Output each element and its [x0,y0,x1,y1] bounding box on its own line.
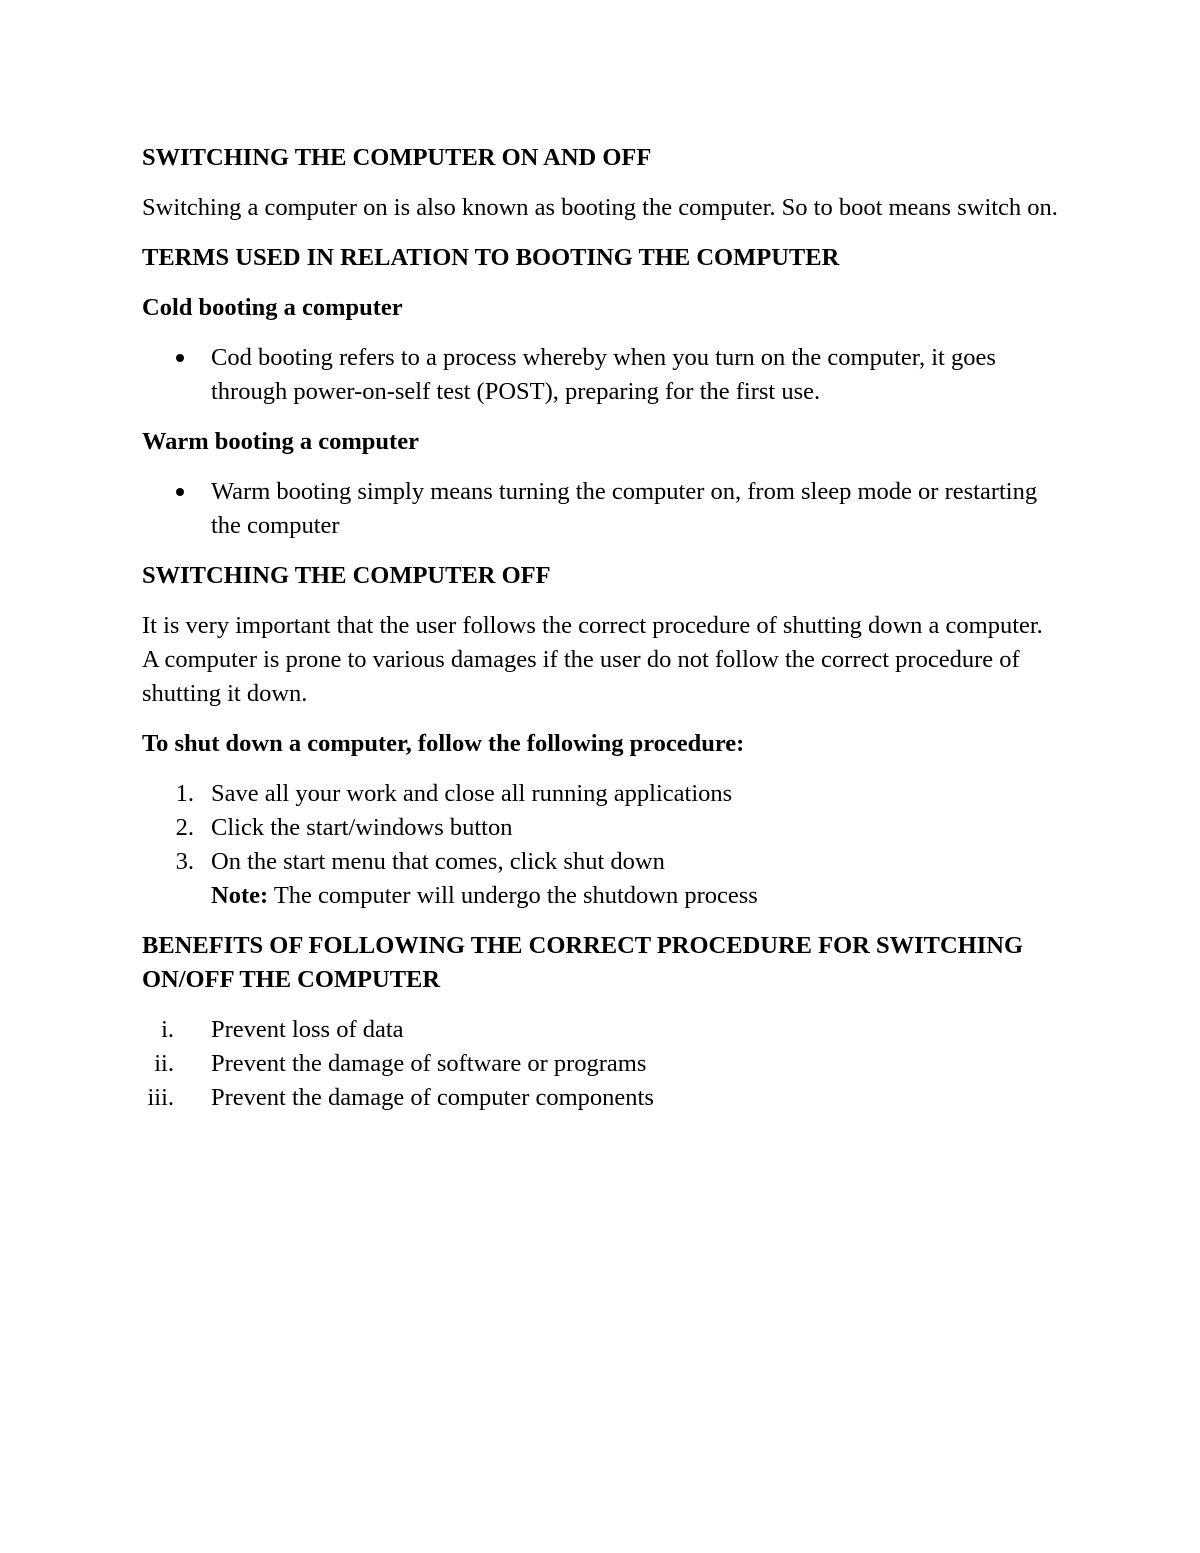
booting-definition-paragraph: Switching a computer on is also known as booting the computer. So to boot means switch on. [142,194,1058,221]
roman-numeral: i. [161,1016,174,1043]
list-item [142,777,1062,811]
list-item [142,341,1062,409]
section-heading-booting-terms: TERMS USED IN RELATION TO BOOTING THE COMPUTER [142,244,840,271]
section-heading-benefits: BENEFITS OF FOLLOWING THE CORRECT PROCEDURE FOR SWITCHING ON/OFF THE COMPUTER [142,932,1024,993]
shutdown-procedure-title: To shut down a computer, follow the following procedure: [142,730,745,757]
note-label: Note: [211,882,269,909]
section-heading-switching-off: SWITCHING THE COMPUTER OFF [142,562,551,589]
warm-booting-list [142,475,1062,543]
cold-booting-bullet-text: Cod booting refers to a process whereby when you turn on the computer, it goes through power-on-self test (POST), preparing for the first use. [211,344,996,405]
roman-numeral: ii. [154,1050,174,1077]
step-text: Click the start/windows button [211,814,513,841]
document-body [142,141,1062,1115]
shutdown-importance-paragraph: It is very important that the user follows the correct procedure of shutting down a computer. A computer is prone to various damages if the user do not follow the correct procedure of shutting it down. [142,612,1043,707]
note-text: The computer will undergo the shutdown process [268,882,758,909]
benefit-text: Prevent loss of data [211,1016,404,1043]
warm-booting-title: Warm booting a computer [142,428,419,455]
list-item [142,1081,1062,1115]
bullet-icon [176,354,184,362]
shutdown-steps-list [142,777,1062,913]
warm-booting-bullet-text: Warm booting simply means turning the computer on, from sleep mode or restarting the computer [211,478,1038,539]
step-number: 2. [175,814,194,841]
list-item [142,1013,1062,1047]
cold-booting-list [142,341,1062,409]
step-number: 3. [175,848,194,875]
list-item [142,845,1062,913]
step-number: 1. [175,780,194,807]
benefit-text: Prevent the damage of software or programs [211,1050,647,1077]
roman-numeral: iii. [147,1084,174,1111]
bullet-icon [176,488,184,496]
list-item [142,475,1062,543]
list-item [142,811,1062,845]
section-heading-on-off: SWITCHING THE COMPUTER ON AND OFF [142,144,652,171]
cold-booting-title: Cold booting a computer [142,294,403,321]
benefit-text: Prevent the damage of computer components [211,1084,654,1111]
benefits-list [142,1013,1062,1115]
step-text: On the start menu that comes, click shut down [211,848,665,875]
list-item [142,1047,1062,1081]
step-text: Save all your work and close all running applications [211,780,733,807]
